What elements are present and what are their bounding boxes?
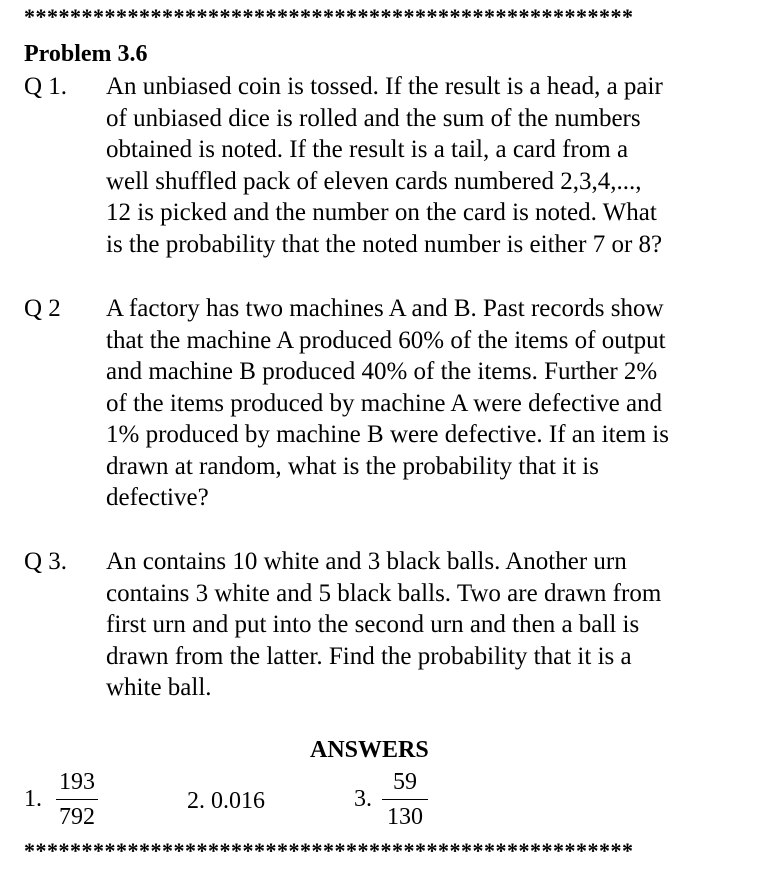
answer-1-fraction: [56, 768, 98, 831]
answer-1-label: 1.: [24, 786, 42, 812]
question-line: of the items produced by machine A were defective and: [106, 389, 663, 417]
question-text: [106, 293, 736, 514]
question-line: of unbiased dice is rolled and the sum of the numbers: [106, 104, 641, 132]
question-line: An contains 10 white and 3 black balls. Another urn: [106, 548, 627, 575]
question-line: 1% produced by machine B were defective. If an item is: [106, 421, 669, 448]
answer-3-denominator: 130: [387, 804, 423, 830]
question-line: defective?: [106, 484, 209, 511]
answer-3-numerator: 59: [393, 769, 417, 795]
answer-1-denominator: 792: [59, 804, 95, 830]
question-text: [106, 71, 736, 260]
question-number: Q 2: [24, 295, 61, 322]
question-line: first urn and put into the second urn and then a ball is: [106, 611, 640, 638]
question-line: that the machine A produced 60% of the items of output: [106, 326, 666, 354]
question-line: white ball.: [106, 674, 212, 701]
question-line: An unbiased coin is tossed. If the result is a head, a pair: [106, 73, 663, 100]
answers-heading: ANSWERS: [310, 737, 429, 763]
question-line: and machine B produced 40% of the items. Further 2%: [106, 358, 658, 385]
question-line: contains 3 white and 5 black balls. Two are drawn from: [106, 579, 662, 607]
separator-bottom: *****************************************************: [24, 838, 634, 863]
separator-top: *****************************************************: [24, 4, 634, 29]
question-number: Q 1.: [24, 73, 68, 100]
question-line: 12 is picked and the number on the card is noted. What: [106, 199, 657, 226]
fraction-bar: [56, 799, 98, 800]
fraction-bar: [382, 799, 428, 800]
problem-title: Problem 3.6: [24, 41, 148, 67]
question-number: Q 3.: [24, 548, 68, 575]
question-text: [106, 546, 736, 704]
question-line: A factory has two machines A and B. Past records show: [106, 295, 664, 322]
question-line: obtained is noted. If the result is a tail, a card from a: [106, 136, 629, 163]
question-line: drawn at random, what is the probability that it is: [106, 452, 599, 480]
question-line: drawn from the latter. Find the probability that it is a: [106, 642, 632, 670]
question-line: well shuffled pack of eleven cards numbered 2,3,4,...,: [106, 167, 642, 195]
answer-3-label: 3.: [354, 786, 372, 812]
answer-2: 2. 0.016: [187, 788, 265, 814]
question-line: is the probability that the noted number is either 7 or 8?: [106, 230, 663, 258]
answer-1-numerator: 193: [59, 769, 95, 795]
answer-3-fraction: [382, 768, 428, 831]
